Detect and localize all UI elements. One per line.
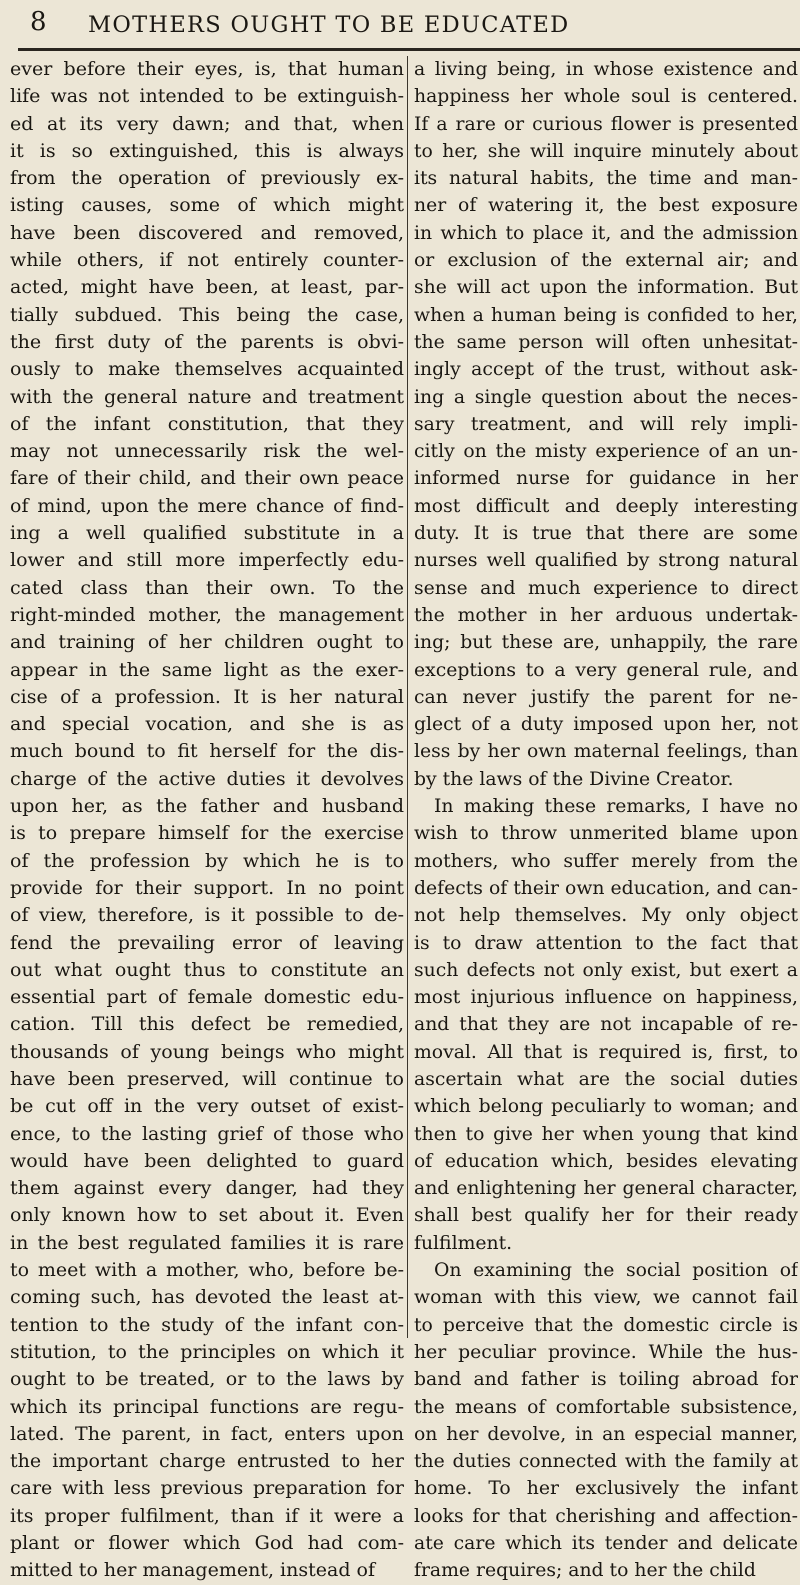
text-line: tially subdued. This being the case, [10,303,404,326]
text-line: then to give her when young that kind [414,1123,798,1145]
text-line: its natural habits, the time and man- [414,168,798,190]
text-line: on her devolve, in an especial manner, [414,1423,798,1445]
text-line: the important charge entrusted to her [10,1450,404,1473]
text-line: to her, she will inquire minutely about [414,140,798,162]
text-line: ing; but these are, unhappily, the rare [414,632,798,654]
text-line: plant or flower which God had com- [10,1532,404,1555]
text-line: in which to place it, and the admission [414,222,798,244]
text-line: In making these remarks, I have no [434,796,798,818]
text-line: with the general nature and treatment [10,385,404,408]
text-line: and training of her children ought to [10,631,404,654]
text-line: of education which, besides elevating [414,1150,798,1172]
text-line: shall best qualify her for their ready [414,1205,798,1227]
text-line: sense and much experience to direct [414,577,798,599]
text-line: when a human being is confided to her, [414,304,798,326]
text-line: duty. It is true that there are some [414,523,798,545]
running-title: MOTHERS OUGHT TO BE EDUCATED [88,12,570,38]
text-line: ously to make themselves acquainted [10,358,404,381]
text-line: moval. All that is required is, first, to [414,1041,798,1063]
text-line: out what ought thus to constitute an [10,958,404,981]
text-line: is to prepare himself for the exercise [10,822,404,845]
text-line: in the best regulated families it is rare [10,1231,404,1254]
text-line: would have been delighted to guard [10,1149,404,1172]
text-line: glect of a duty imposed upon her, not [414,714,798,736]
text-line: provide for their support. In no point [10,876,404,899]
text-line: of mind, upon the mere chance of find- [10,494,404,517]
text-line: coming such, has devoted the least at- [10,1286,404,1309]
text-line: the same person will often unhesitat- [414,331,798,353]
text-line: upon her, as the father and husband [10,795,404,818]
text-line: them against every danger, had they [10,1177,404,1200]
text-line: happiness her whole soul is centered. [414,86,798,108]
header-rule [18,48,800,51]
text-line: On examining the social position of [434,1260,798,1282]
text-line: to perceive that the domestic circle is [414,1314,798,1336]
text-line: or exclusion of the external air; and [414,250,798,272]
text-line: ought to be treated, or to the laws by [10,1368,404,1391]
text-line: stitution, to the principles on which it [10,1340,404,1363]
text-line: the means of comfortable subsistence, [414,1396,798,1418]
text-line: cation. Till this defect be remedied, [10,1013,404,1036]
text-line: essential part of female domestic edu- [10,986,404,1009]
text-line: citly on the misty experience of an un- [414,441,798,463]
text-line: care with less previous preparation for [10,1477,404,1500]
text-line: fare of their child, and their own peace [10,467,404,490]
text-line: ence, to the lasting grief of those who [10,1122,404,1145]
text-line: most difficult and deeply interesting [414,495,798,517]
right-column [414,56,798,1585]
text-line: such defects not only exist, but exert a [414,959,798,981]
text-line: tention to the study of the infant con- [10,1313,404,1336]
column-divider [407,56,408,1338]
text-line: be cut off in the very outset of exist- [10,1095,404,1118]
text-line: have been preserved, will continue to [10,1067,404,1090]
text-line: fulfilment. [414,1232,513,1254]
text-line: informed nurse for guidance in her [414,468,798,490]
text-line: band and father is toiling abroad for [414,1369,798,1391]
text-line: ing a single question about the neces- [414,386,798,408]
text-line: woman with this view, we cannot fail [414,1287,798,1309]
text-line: ever before their eyes, is, that human [10,58,404,80]
text-line: isting causes, some of which might [10,194,404,217]
text-line: mothers, who suffer merely from the [414,850,798,872]
text-line: acted, might have been, at least, par- [10,276,404,299]
text-line: and that they are not incapable of re- [414,1014,798,1036]
text-line: much bound to fit herself for the dis- [10,740,404,763]
text-line: only known how to set about it. Even [10,1204,404,1227]
text-line: have been discovered and removed, [10,221,404,244]
text-line: its proper fulfilment, than if it were a [10,1504,404,1527]
page-number: 8 [30,7,47,37]
text-line: her peculiar province. While the hus- [414,1341,798,1363]
text-line: ed at its very dawn; and that, when [10,112,404,135]
text-line: ner of watering it, the best exposure [414,195,798,217]
text-line: cated class than their own. To the [10,576,404,599]
text-line: she will act upon the information. But [414,277,798,299]
text-line: thousands of young beings who might [10,1040,404,1063]
text-line: which its principal functions are regu- [10,1395,404,1418]
text-line: a living being, in whose existence and [414,59,798,80]
text-line: ingly accept of the trust, without ask- [414,359,798,381]
text-line: most injurious influence on happiness, [414,987,798,1009]
text-line: cise of a profession. It is her natural [10,685,404,708]
text-line: lower and still more imperfectly edu- [10,549,404,572]
text-line: is to draw attention to the fact that [414,932,798,954]
text-line: while others, if not entirely counter- [10,249,404,272]
text-line: ing a well qualified substitute in a [10,522,404,545]
text-line: and special vocation, and she is as [10,713,404,736]
text-line: ascertain what are the social duties [414,1068,798,1090]
left-column [10,56,404,1585]
text-line: the duties connected with the family at [414,1451,798,1473]
text-line: mitted to her management, instead of [10,1559,375,1582]
text-line: exceptions to a very general rule, and [414,659,798,681]
text-line: wish to throw unmerited blame upon [414,823,798,845]
text-line: looks for that cherishing and affection- [414,1505,798,1527]
text-line: the first duty of the parents is obvi- [10,330,404,353]
text-line: fend the prevailing error of leaving [10,931,404,954]
text-line: lated. The parent, in fact, enters upon [10,1422,404,1445]
text-line: defects of their own education, and can- [414,877,798,899]
text-line: of view, therefore, is it possible to de- [10,904,404,927]
text-line: right-minded mother, the management [10,603,404,626]
text-line: not help themselves. My only object [414,905,798,927]
text-line: and enlightening her general character, [414,1178,798,1200]
text-line: charge of the active duties it devolves [10,767,404,790]
text-line: appear in the same light as the exer- [10,658,404,681]
text-line: frame requires; and to her the child [414,1560,756,1582]
text-line: If a rare or curious flower is presented [414,113,798,135]
text-line: less by her own maternal feelings, than [414,741,798,763]
text-line: can never justify the parent for ne- [414,686,798,708]
text-line: of the profession by which he is to [10,849,404,872]
text-line: home. To her exclusively the infant [414,1478,798,1500]
text-line: from the operation of previously ex- [10,167,404,190]
text-line: the mother in her arduous undertak- [414,604,798,626]
text-line: to meet with a mother, who, before be- [10,1259,404,1282]
text-line: life was not intended to be extinguish- [10,85,404,108]
text-line: may not unnecessarily risk the wel- [10,440,404,463]
text-line: ate care which its tender and delicate [414,1533,798,1555]
page-header [0,6,800,50]
text-line: which belong peculiarly to woman; and [414,1096,798,1118]
text-line: sary treatment, and will rely impli- [414,413,798,435]
text-line: by the laws of the Divine Creator. [414,768,734,790]
text-line: nurses well qualified by strong natural [414,550,798,572]
text-line: it is so extinguished, this is always [10,139,404,162]
text-line: of the infant constitution, that they [10,412,404,435]
